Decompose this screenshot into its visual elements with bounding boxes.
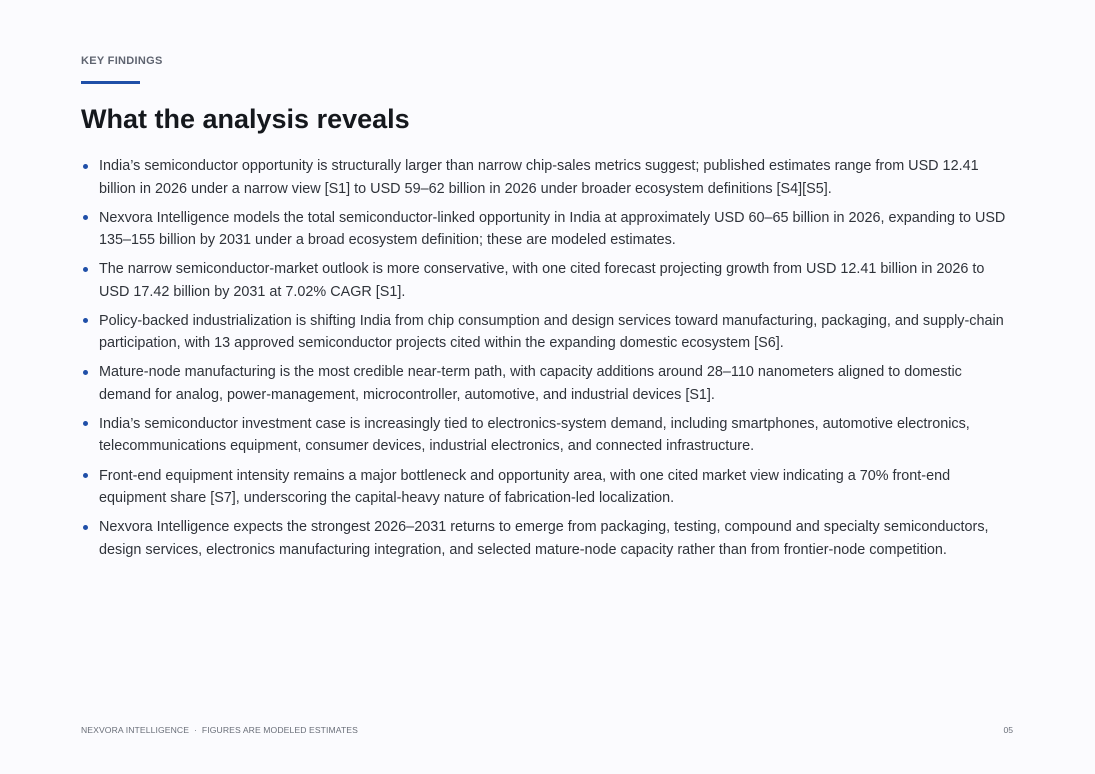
bullet-dot-icon — [83, 370, 88, 375]
finding-item — [81, 465, 1016, 510]
bullet-dot-icon — [83, 421, 88, 426]
finding-item — [81, 155, 1016, 200]
bullet-dot-icon — [83, 164, 88, 169]
page-title: What the analysis reveals — [81, 104, 410, 134]
accent-bar — [81, 81, 140, 84]
finding-text: Mature-node manufacturing is the most credible near-term path, with capacity additions around 28–110 nanometers aligned to domestic demand for analog, power-management, microcontroller, automotive, and industrial devices [S1]. — [99, 364, 962, 403]
finding-text: India’s semiconductor investment case is increasingly tied to electronics-system demand, including smartphones, automotive electronics, telecommunications equipment, consumer devices, industrial electronics, and connected infrastructure. — [99, 415, 970, 455]
section-eyebrow: KEY FINDINGS — [81, 55, 163, 67]
finding-item — [81, 516, 1016, 561]
finding-item — [81, 258, 1016, 303]
finding-text: Front-end equipment intensity remains a major bottleneck and opportunity area, with one cited market view indicating a 70% front-end equipment share [S7], underscoring the capital-heavy nature of fabrication-led localization. — [99, 467, 951, 507]
footer-source: NEXVORA INTELLIGENCE · FIGURES ARE MODELED ESTIMATES — [81, 725, 358, 735]
bullet-dot-icon — [83, 525, 88, 530]
bullet-dot-icon — [83, 267, 88, 272]
findings-list — [81, 155, 1016, 568]
finding-text: Nexvora Intelligence models the total semiconductor-linked opportunity in India at approximately USD 60–65 billion in 2026, expanding to USD 135–155 billion by 2031 under a broad ecosystem definition; these are modeled estimates. — [99, 209, 1006, 249]
finding-item — [81, 361, 1016, 406]
finding-text: Policy-backed industrialization is shifting India from chip consumption and design services toward manufacturing, packaging, and supply-chain participation, with 13 approved semiconductor projects cited within the expanding domestic ecosystem [S6]. — [99, 312, 1004, 352]
finding-item — [81, 310, 1016, 355]
bullet-dot-icon — [83, 318, 88, 323]
finding-item — [81, 207, 1016, 252]
finding-text: Nexvora Intelligence expects the strongest 2026–2031 returns to emerge from packaging, testing, compound and specialty semiconductors, design services, electronics manufacturing integration, and selected mature-node capacity rather than from frontier-node competition. — [99, 519, 989, 558]
bullet-dot-icon — [83, 215, 88, 220]
finding-item — [81, 413, 1016, 458]
bullet-dot-icon — [83, 473, 88, 478]
page-number: 05 — [1003, 725, 1013, 735]
finding-text: The narrow semiconductor-market outlook is more conservative, with one cited forecast projecting growth from USD 12.41 billion in 2026 to USD 17.42 billion by 2031 at 7.02% CAGR [S1]. — [99, 261, 985, 300]
finding-text: India’s semiconductor opportunity is structurally larger than narrow chip-sales metrics suggest; published estimates range from USD 12.41 billion in 2026 under a narrow view [S1] to USD 59–62 billion in 2026 under broader ecosystem definitions [S4][S5]. — [99, 158, 979, 197]
